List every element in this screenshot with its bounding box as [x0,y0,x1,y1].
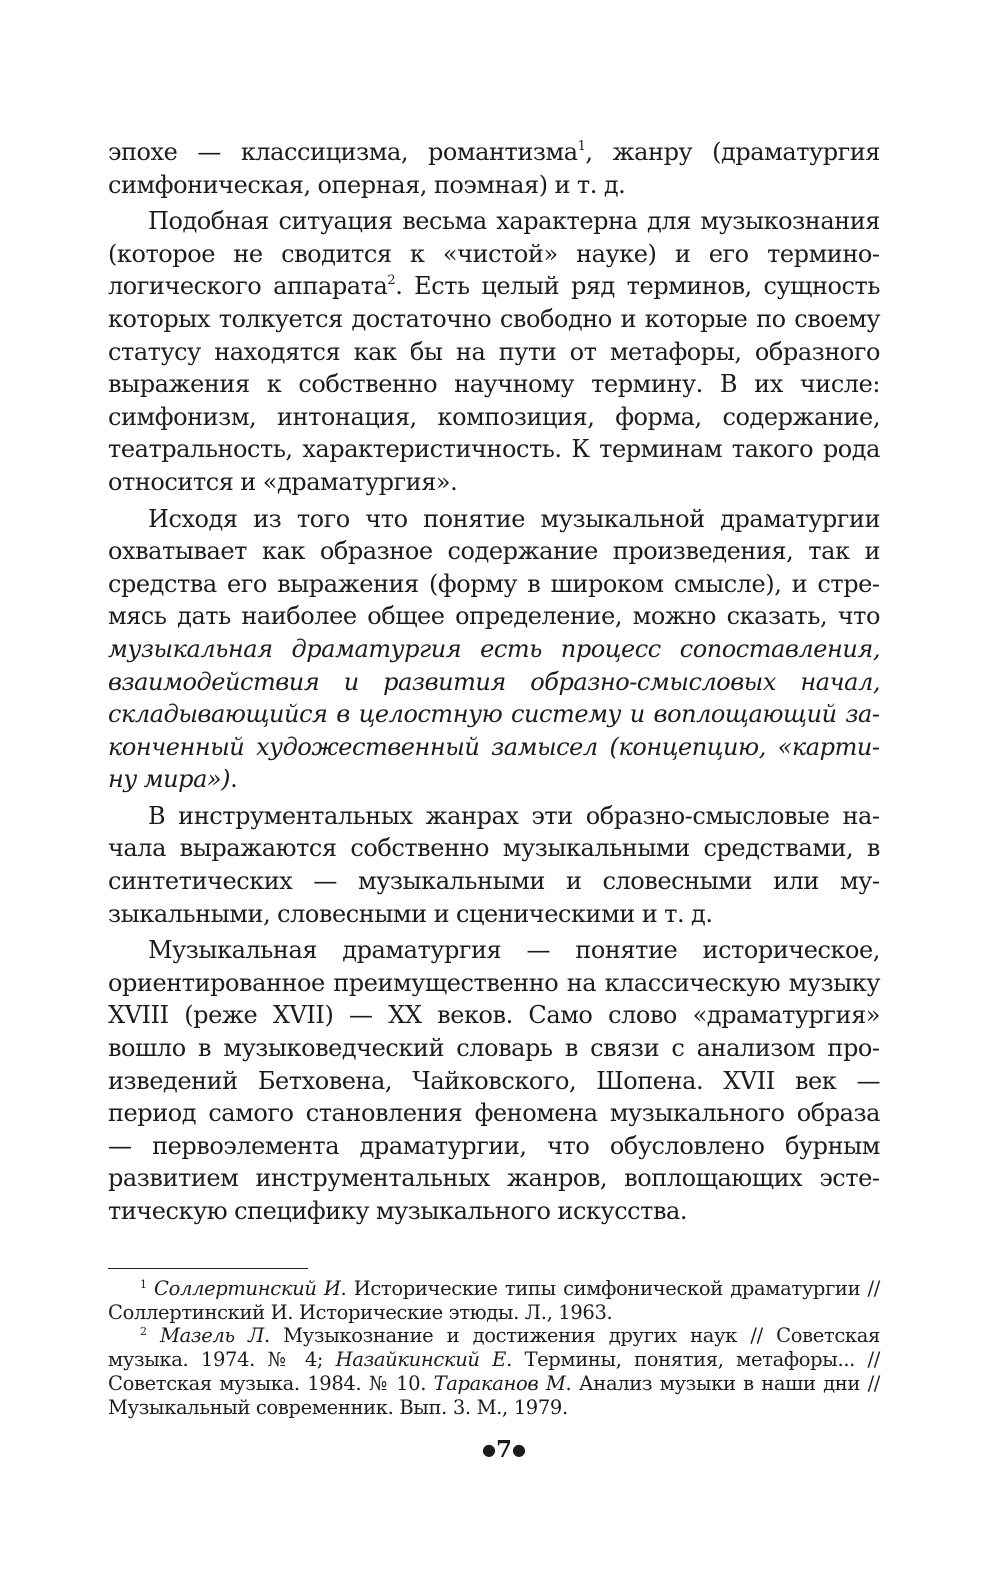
footnote-ref[interactable]: 2 [387,273,396,289]
paragraph-text: . Есть целый ряд терминов, сущность которых толкуется достаточно свободно и которые по своему статусу находятся как бы на пути от метафоры, образного выражения к собственно научному термину. В их числе: симфонизм, интонация, композиция, форма, содержание, театральность, характеристичность. К терминам такого рода относится и «драматургия». [108,272,880,496]
paragraph: В инструментальных жанрах эти образно-смысловые начала выражаются собственно музыкальными средствами, в синтетических — музыкальными и словесными или музыкальными, словесными и сценическими и т. д. [108,801,880,928]
footnote [108,1277,880,1324]
footnote-number: 2 [140,1325,147,1339]
footnote-author: Тараканов М [433,1371,566,1395]
definition-italic: музыкальная драматургия есть процесс сопоставления, взаимодействия и развития образно-смысловых начал, складывающийся в целостную систему и воплощающий законченный художественный замысел (концепцию, «картину мира») [108,634,880,794]
footnote [108,1324,880,1419]
footnotes [108,1268,880,1419]
footnote-text: . Музыкознание и достижения других наук // Советская музыка. 1974. № 4; [108,1324,880,1372]
paragraph-text: , жанру (драматургия симфоническая, оперная, поэмная) и т. д. [108,138,880,199]
page-number-value: 7 [495,1436,512,1463]
paragraph [108,136,880,201]
main-text [108,136,880,1228]
paragraph-text: . [230,765,238,794]
paragraph: Музыкальная драматургия — понятие историческое, ориентированное преимущественно на классическую музыку XVIII (реже XVII) — XX веков. Само слово «драматургия» вошло в музыковедческий словарь в связи с анализом произведений Бетховена, Чайковского, Шопена. XVII век — период самого становления феномена музыкального образа — первоэлемента драматургии, что обусловлено бурным развитием инструментальных жанров, воплощающих эстетическую специфику музыкального искусства. [108,936,880,1225]
bullet-right-icon: ● [512,1440,526,1459]
footnote-text: . Термины, понятия, метафоры... // Советская музыка. 1984. № 10. [108,1348,880,1395]
paragraph-text: эпохе — классицизма, романтизма [108,138,578,166]
paragraph-text: Подобная ситуация весьма характерна для музыкознания (которое не сводится к «чистой» науке) и его терминологического аппарата [108,207,880,301]
footnote-author: Соллертинский И [154,1277,341,1300]
paragraph [108,205,880,498]
footnote-author: Назайкинский Е [335,1348,507,1372]
footnote-divider [108,1268,308,1269]
footnote-text: . Анализ музыки в наши дни // Музыкальный современник. Вып. 3. М., 1979. [108,1371,881,1419]
paragraph-text: Исходя из того что понятие музыкальной драматургии охватывает как образное содержание произведения, так и средства его выражения (форму в широком смысле), и стремясь дать наиболее общее определение, можно сказать, что [108,504,880,631]
footnote-author: Мазель Л [160,1324,264,1348]
paragraph [108,503,880,796]
footnote-ref[interactable]: 1 [577,139,586,154]
page-number [0,1436,1008,1463]
footnote-text: . Исторические типы симфонической драматургии // Соллертинский И. Исторические этюды. Л., 1963. [108,1277,880,1324]
footnote-number: 1 [140,1278,147,1291]
bullet-left-icon: ● [482,1440,496,1459]
